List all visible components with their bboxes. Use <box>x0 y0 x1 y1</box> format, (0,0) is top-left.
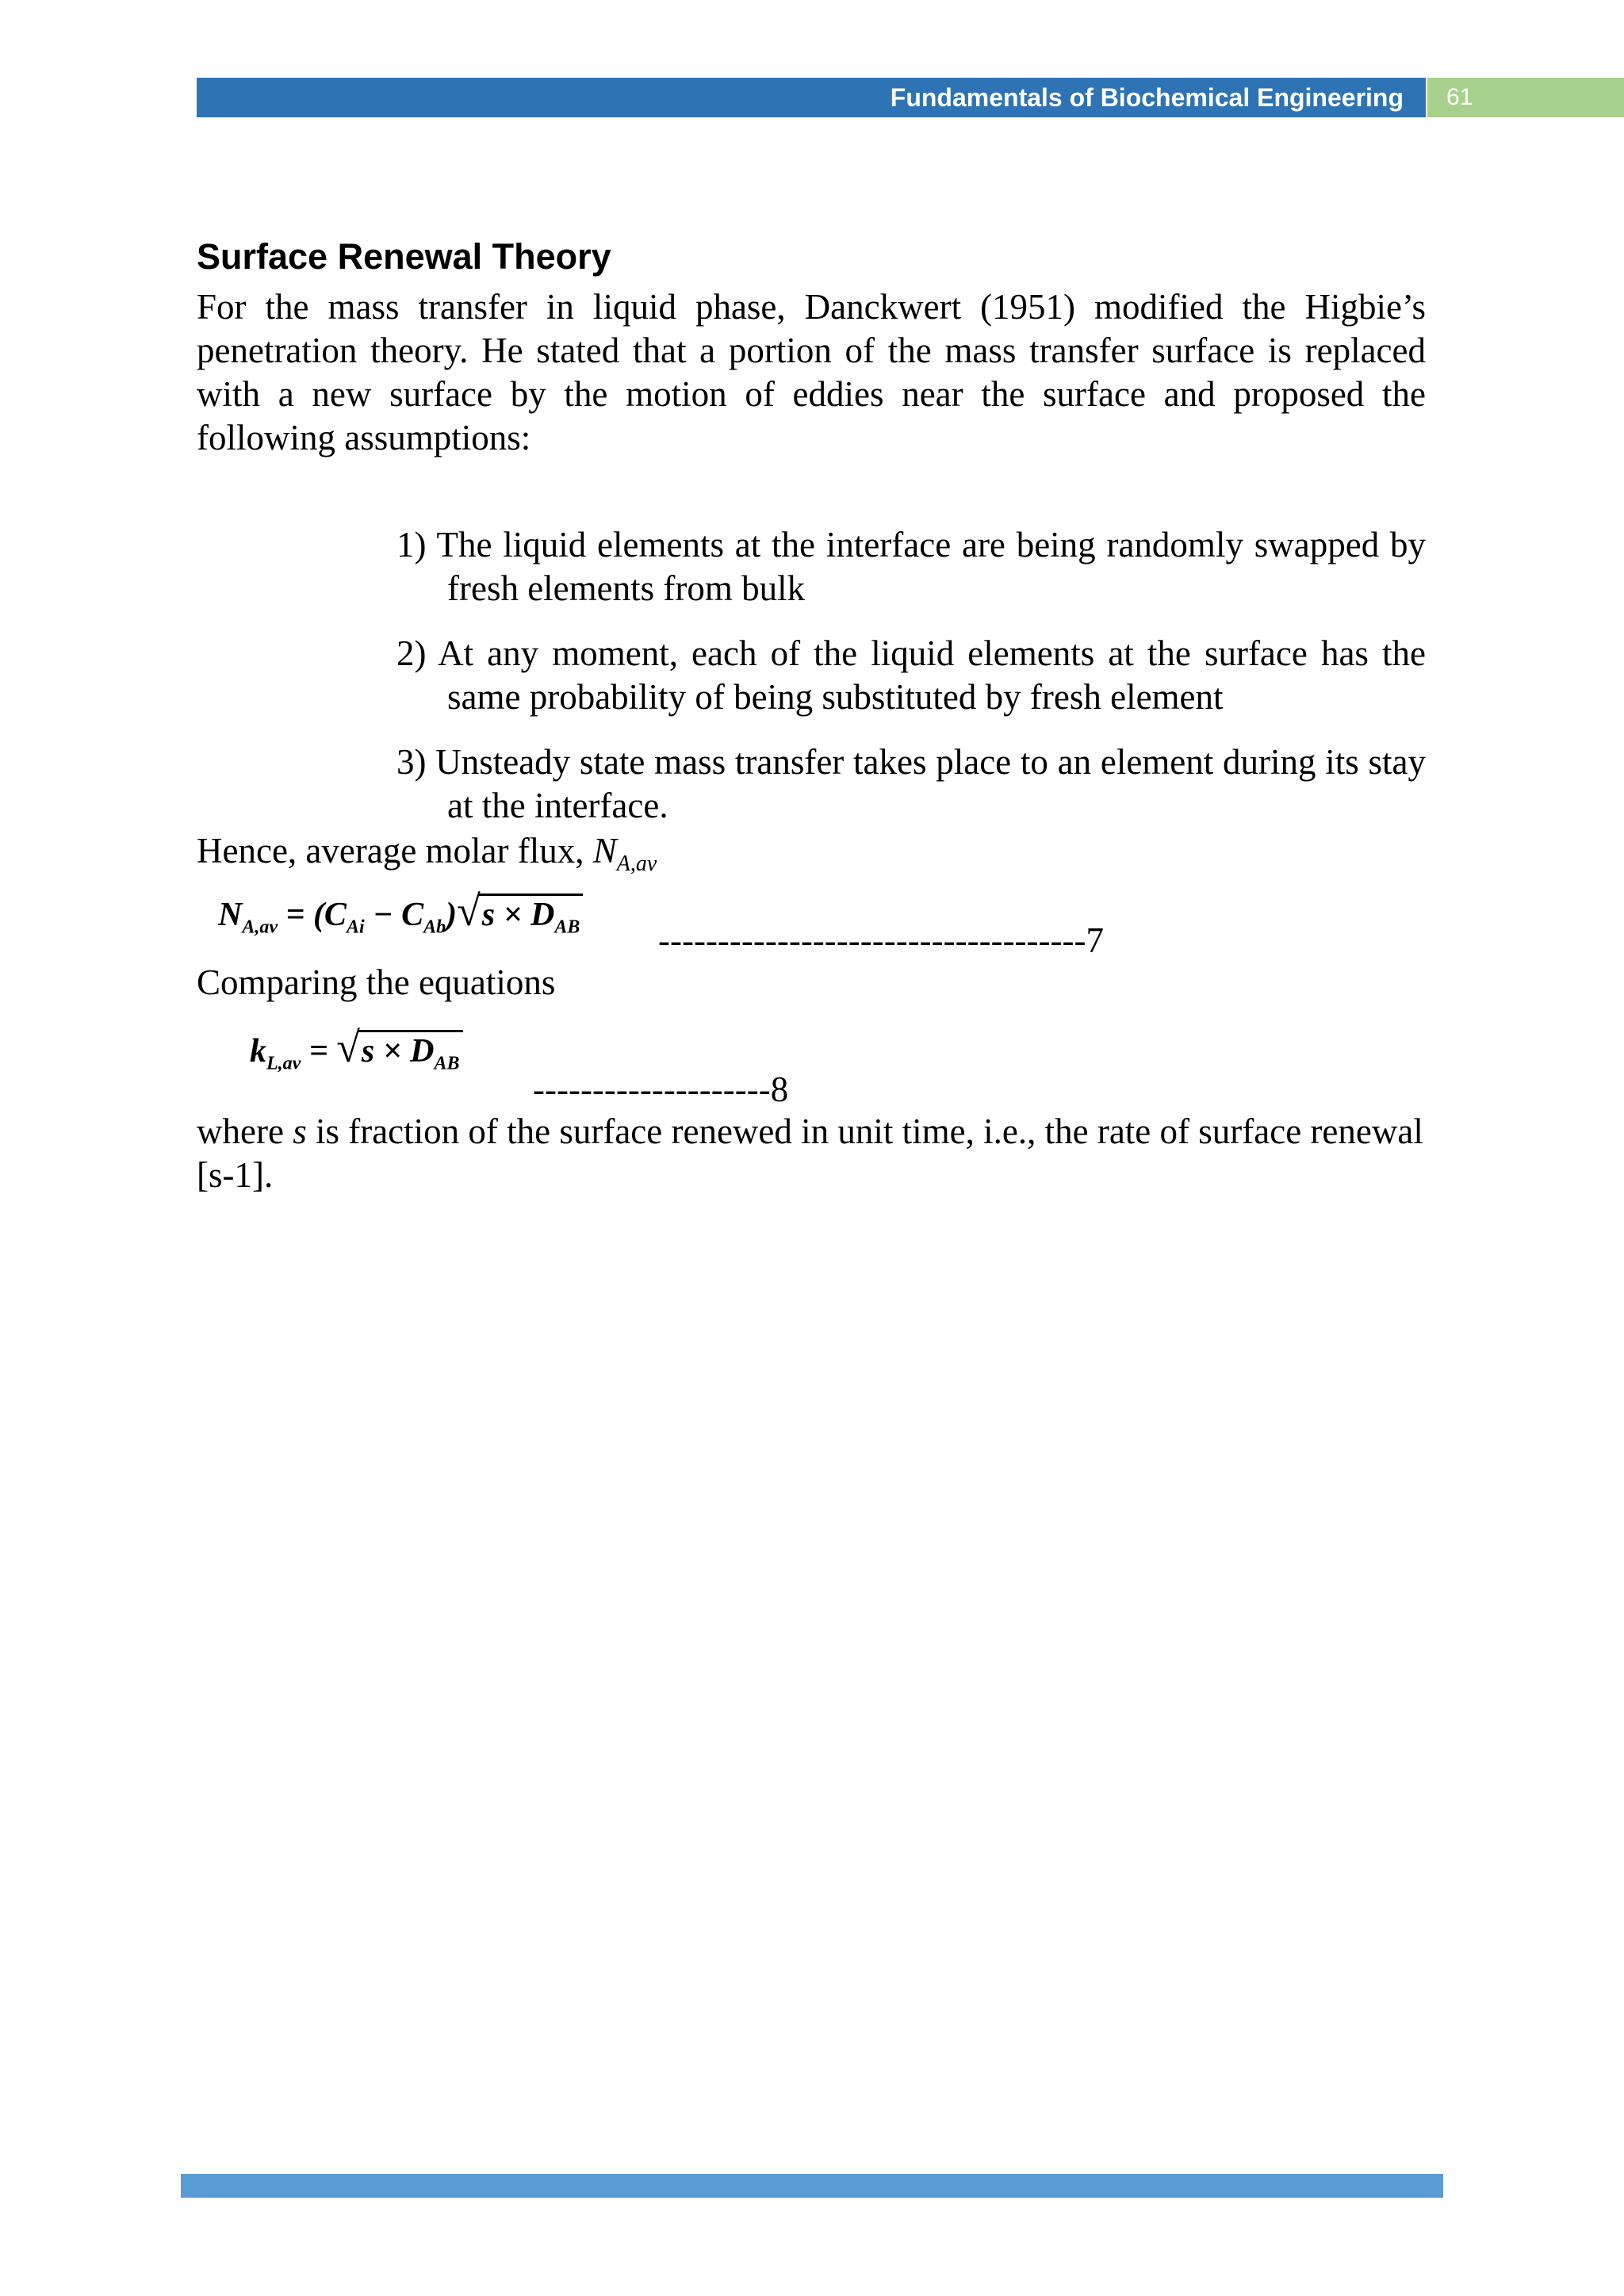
equation-8: $k_{L,av} = √s \times D_{AB}$ <box>250 1023 463 1074</box>
footer-bar <box>181 2174 1443 2198</box>
variable-s: s <box>293 1112 307 1151</box>
radicand: $s \times D_{AB}$ <box>479 894 584 938</box>
flux-symbol: $N_{A,av}$ <box>592 831 657 876</box>
section-title: Surface Renewal Theory <box>197 236 611 277</box>
running-header-title: Fundamentals of Biochemical Engineering <box>890 83 1404 112</box>
flux-intro-text: Hence, average molar flux, <box>197 831 593 871</box>
radical-sign: √ <box>336 1024 360 1071</box>
equation-7: $N_{A,av} = (C_{Ai} - C_{Ab})√s \times D_{AB}$ <box>218 886 583 938</box>
comparing-text: Comparing the equations <box>197 962 556 1002</box>
radical-sign: √ <box>457 887 481 935</box>
radicand: $s \times D_{AB}$ <box>358 1030 463 1074</box>
assumption-item: 3) Unsteady state mass transfer takes place to an element during its stay at the interface. <box>396 742 1426 825</box>
definition-paragraph: where s is fraction of the surface renewed in unit time, i.e., the rate of surface renewal [s-1]. <box>197 1112 1423 1195</box>
assumptions-list <box>396 523 1426 849</box>
header-bar <box>197 78 1426 117</box>
equation-8-reference: --------------------8 <box>533 1070 789 1109</box>
flux-line <box>197 829 657 886</box>
equation-7-reference: ------------------------------------7 <box>658 920 1104 960</box>
page-number-box <box>1427 78 1624 117</box>
assumption-item: 2) At any moment, each of the liquid elements at the surface has the same probability of being substituted by fresh element <box>396 633 1426 717</box>
intro-paragraph: For the mass transfer in liquid phase, Danckwert (1951) modified the Higbie’s penetration theory. He stated that a portion of the mass transfer surface is replaced with a new surface by the motion of eddies near the surface and proposed the following assumptions: <box>197 287 1426 457</box>
assumption-item: 1) The liquid elements at the interface are being randomly swapped by fresh elements from bulk <box>396 525 1426 608</box>
page-number: 61 <box>1446 84 1473 110</box>
